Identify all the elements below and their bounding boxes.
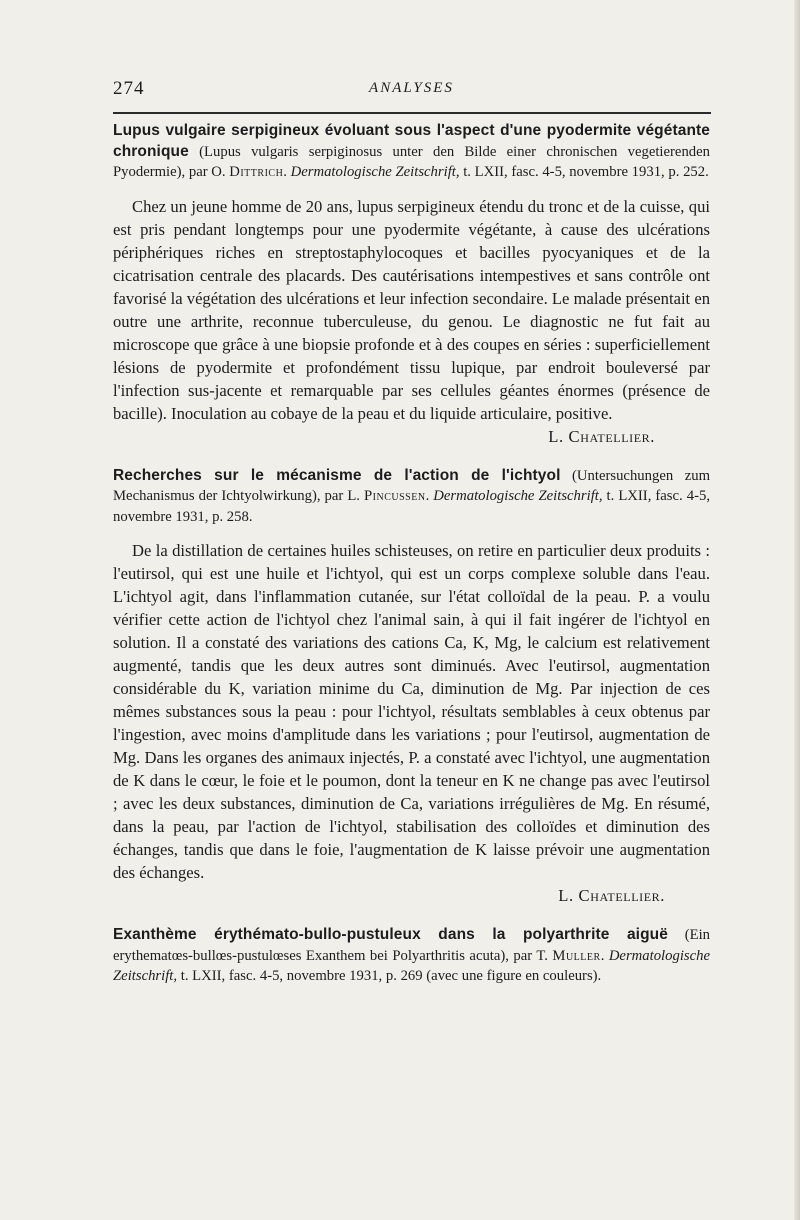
article-heading: Recherches sur le mécanisme de l'action de l'ichtyol (Untersuchungen zum Mechanismus der Ichtyolwirkung), par L. Pincussen. Dermatologische Zeitschrift, t. LXII, fasc. 4-5, novembre 1931, p. 258. <box>113 466 710 525</box>
article-body-text: De la distillation de certaines huiles schisteuses, on retire en particulier deux produits : l'eutirsol, qui est une huile et l'ichtyol, qui est un corps complexe soluble dans l'eau. L'ichtyol agit, dans l'inflammation cutanée, sur l'état colloïdal de la peau. P. a voulu vérifier cette action de l'ichtyol chez l'animal sain, à qui il fait ingérer de l'ichtyol en solution. Il a constaté des variations des cations Ca, K, Mg, le calcium est relativement augmenté, tandis que les deux autres sont diminués. Avec l'eutirsol, augmentation considérable du K, variation minime du Ca, diminution de Mg. Par injection de ces mêmes substances sous la peau : pour l'ichtyol, résultats semblables à ceux obtenus par l'ingestion, avec moins d'amplitude dans les variations ; pour l'eutirsol, augmentation de Mg. Dans les organes des animaux injectés, P. a constaté avec l'ichtyol, une augmentation de K dans le cœur, le foie et le poumon, dont la teneur en K ne change pas avec l'eutirsol ; avec les deux substances, diminution de Ca, variations irrégulières de Mg. En résumé, dans la peau, par l'action de l'ichtyol, stabilisation des colloïdes et diminution des échanges, tandis que dans le foie, l'augmentation de K laisse prévoir une augmentation des échanges. <box>113 541 710 882</box>
article-signature: L. Chatellier. <box>548 426 655 446</box>
article-author: Dittrich <box>229 164 284 180</box>
running-header-title: ANALYSES <box>369 80 454 96</box>
running-head <box>113 78 710 106</box>
article-title: Exanthème érythémato-bullo-pustuleux dans la polyarthrite aiguë <box>113 926 668 943</box>
article-original-title: (Lupus vulgaris serpiginosus unter den Bilde einer chronischen vegetierenden Pyodermie), par O. <box>113 143 710 180</box>
page-number: 274 <box>113 78 145 99</box>
article-original-title: (Untersuchungen zum Mechanismus der Ichtyolwirkung), par L. <box>113 467 710 504</box>
header-rule <box>113 112 711 114</box>
article-title: Lupus vulgaire serpigineux évoluant sous l'aspect d'une pyodermite végétante chronique <box>113 122 710 160</box>
article-author: Muller <box>552 947 601 964</box>
article-body-text: Chez un jeune homme de 20 ans, lupus serpigineux étendu du tronc et de la cuisse, qui est pris pendant longtemps pour une pyodermite végétante, à cause des ulcérations périphériques riches en streptostaphylocoques et bacilles pyocyaniques et de la cicatrisation centrale des placards. Des cautérisations intempestives et sans contrôle ont favorisé la végétation des ulcérations et leur infection secondaire. Le malade présentait en outre une arthrite, reconnue tuberculeuse, du genou. Le diagnostic ne fut fait au microscope que grâce à une biopsie profonde et à des coupes en séries : superficiellement lésions de pyodermite et profondément tissu lupique, par endroit bouleversé par l'infection sus-jacente et remarquable par ses cellules géantes énormes (présence de bacille). Inoculation au cobaye de la peau et du liquide articulaire, positive. <box>113 196 710 423</box>
article-reference-details: t. LXII, fasc. 4-5, novembre 1931, p. 258. <box>113 488 710 525</box>
article-journal: Dermatologische Zeitschrift, <box>113 947 710 984</box>
article-reference-details: t. LXII, fasc. 4-5, novembre 1931, p. 269 (avec une figure en couleurs). <box>177 968 602 984</box>
article-reference-details: t. LXII, fasc. 4-5, novembre 1931, p. 252. <box>459 164 709 180</box>
article-original-title: (Ein erythematœs-bullœs-pustulœses Exanthem bei Polyarthritis acuta), par T. <box>113 927 710 964</box>
article-body <box>113 195 710 448</box>
page-content <box>113 121 710 987</box>
article-author: Pincussen <box>364 488 426 504</box>
article-journal: Dermatologische Zeitschrift, <box>433 488 603 504</box>
article-signature: L. Chatellier. <box>558 886 665 905</box>
article-exantheme <box>113 925 710 987</box>
article-journal: Dermatologische Zeitschrift, <box>290 164 460 180</box>
article-heading: Lupus vulgaire serpigineux évoluant sous l'aspect d'une pyodermite végétante chronique (Lupus vulgaris serpiginosus unter den Bilde einer chronischen vegetierenden Pyodermie), par O. Dittrich. Dermatologische Zeitschrift, t. LXII, fasc. 4-5, novembre 1931, p. 252. <box>113 122 710 180</box>
article-lupus <box>113 121 710 448</box>
article-body <box>113 539 710 884</box>
page-edge <box>794 0 800 1220</box>
article-heading: Exanthème érythémato-bullo-pustuleux dans la polyarthrite aiguë (Ein erythematœs-bullœs-pustulœses Exanthem bei Polyarthritis acuta), par T. Muller. Dermatologische Zeitschrift, t. LXII, fasc. 4-5, novembre 1931, p. 269 (avec une figure en couleurs). <box>113 926 710 984</box>
article-title: Recherches sur le mécanisme de l'action de l'ichtyol <box>113 466 561 484</box>
article-ichtyol <box>113 466 710 908</box>
